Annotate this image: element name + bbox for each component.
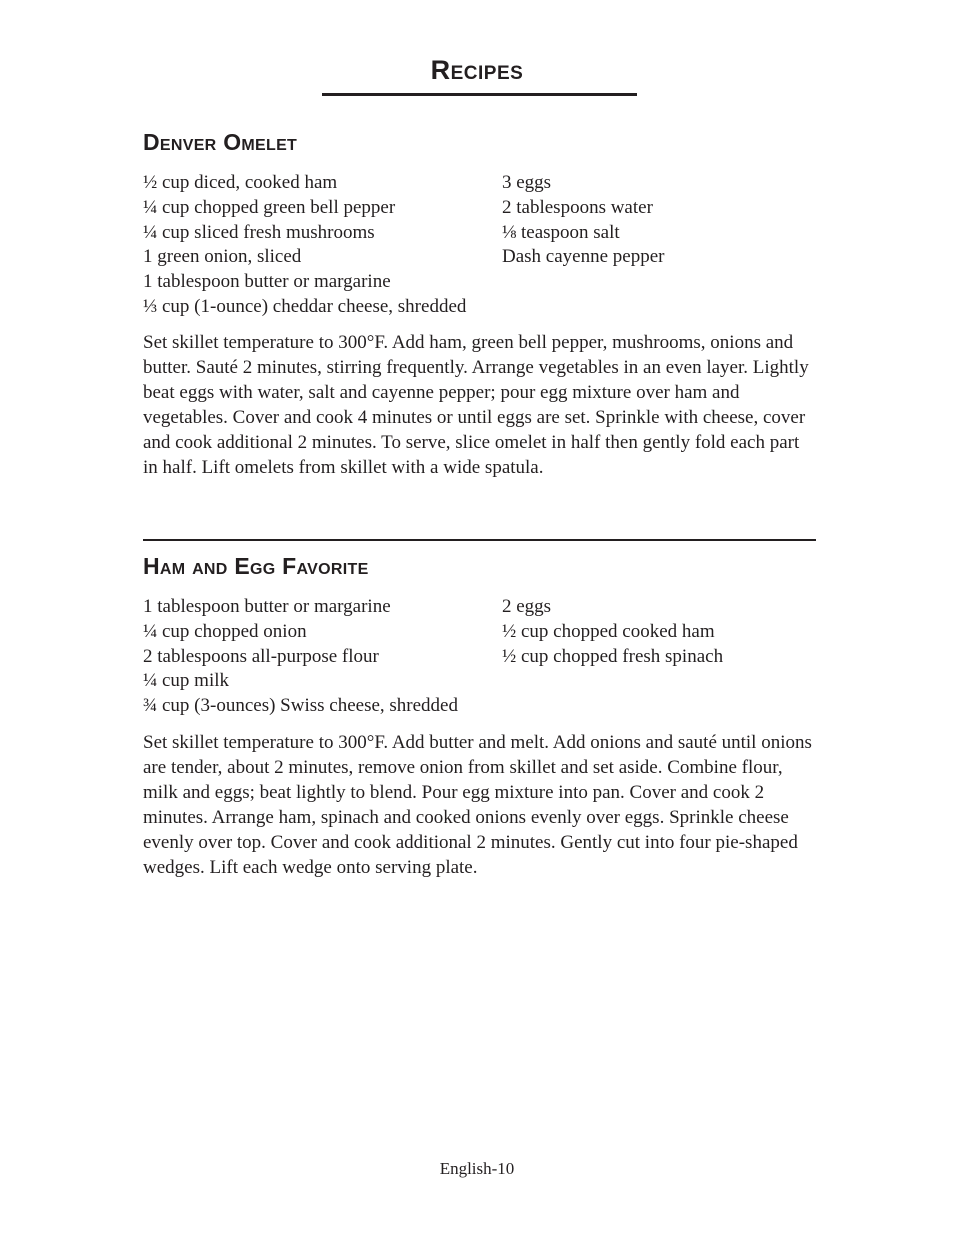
ingredient-item: 1 tablespoon butter or margarine — [143, 271, 391, 293]
recipe-title-denver-omelet: Denver Omelet — [143, 129, 298, 155]
ingredient-item: 3 eggs — [502, 172, 552, 193]
ingredients-right-column — [502, 595, 723, 669]
ingredient-item: 2 eggs — [502, 596, 552, 617]
ingredient-item: Dash cayenne pepper — [502, 246, 665, 268]
ingredient-item: 2 tablespoons all-purpose flour — [143, 645, 379, 667]
ingredients-denver-omelet — [143, 171, 823, 321]
ingredients-ham-and-egg-favorite — [143, 595, 823, 721]
ingredient-item: ½ cup chopped fresh spinach — [502, 645, 724, 667]
ingredient-item: 1 green onion, sliced — [143, 246, 302, 268]
ingredient-item: 1 tablespoon butter or margarine — [143, 596, 391, 617]
ingredient-item: ½ cup diced, cooked ham — [143, 172, 338, 193]
ingredient-item: ⅛ teaspoon salt — [502, 221, 620, 243]
ingredient-item: ¾ cup (3-ounces) Swiss cheese, shredded — [143, 695, 458, 717]
ingredient-item: ⅓ cup (1-ounce) cheddar cheese, shredded — [143, 295, 467, 317]
page-number: English-10 — [439, 1159, 515, 1178]
ingredient-item: ¼ cup sliced fresh mushrooms — [143, 221, 375, 243]
ingredients-left-column — [143, 171, 466, 320]
ingredient-item: ¼ cup chopped onion — [143, 620, 307, 642]
ingredients-left-column — [143, 595, 458, 719]
ingredient-item: 2 tablespoons water — [502, 196, 653, 218]
ingredients-right-column — [502, 171, 664, 270]
title-underline — [322, 93, 637, 96]
recipe-title-ham-and-egg-favorite: Ham and Egg Favorite — [143, 553, 369, 579]
section-divider — [143, 539, 816, 541]
page-title: Recipes — [430, 55, 524, 85]
ingredient-item: ¼ cup chopped green bell pepper — [143, 196, 396, 218]
instructions-ham-and-egg-favorite: Set skillet temperature to 300°F. Add butter and melt. Add onions and sauté until onions are tender, about 2 minutes, remove onion from skillet and set aside. Combine flour, milk and eggs; beat lightly to blend. Pour egg mixture into pan. Cover and cook 2 minutes. Arrange ham, spinach and cooked onions evenly over eggs. Sprinkle cheese evenly over top. Cover and cook additional 2 minutes. Gently cut into four pie-shaped wedges. Lift each wedge onto serving plate. — [143, 732, 812, 878]
instructions-denver-omelet: Set skillet temperature to 300°F. Add ham, green bell pepper, mushrooms, onions and butter. Sauté 2 minutes, stirring frequently. Arrange vegetables in an even layer. Lightly beat eggs with water, salt and cayenne pepper; pour egg mixture over ham and vegetables. Cover and cook 4 minutes or until eggs are set. Sprinkle with cheese, cover and cook additional 2 minutes. To serve, slice omelet in half then gently fold each part in half. Lift omelets from skillet with a wide spatula. — [143, 332, 809, 478]
ingredient-item: ¼ cup milk — [143, 670, 230, 692]
ingredient-item: ½ cup chopped cooked ham — [502, 620, 715, 642]
